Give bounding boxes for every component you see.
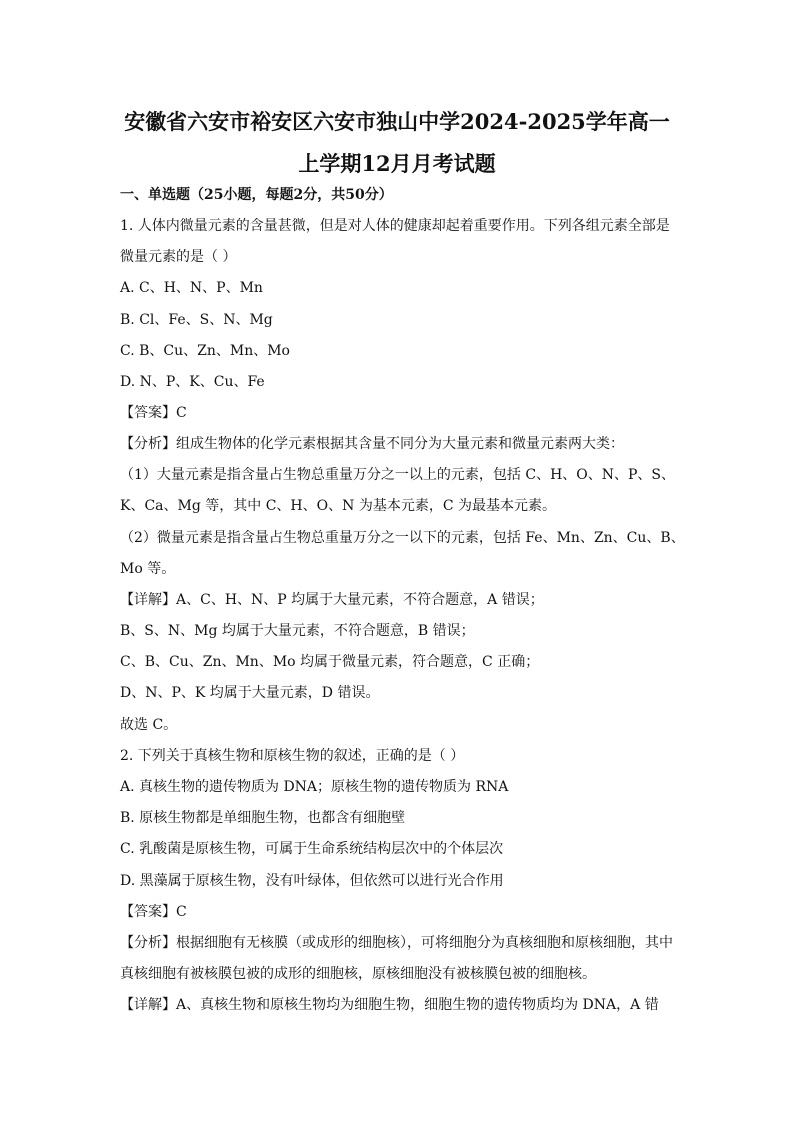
q1-analysis-line-1: 【分析】组成生物体的化学元素根据其含量不同分为大量元素和微量元素两大类： bbox=[120, 436, 624, 452]
q2-option-d: D. 黑藻属于原核生物，没有叶绿体，但依然可以进行光合作用 bbox=[120, 873, 504, 889]
q1-analysis-line-4: （2）微量元素是指含量占生物总重量万分之一以下的元素，包括 Fe、Mn、Zn、Cu、B、 bbox=[120, 530, 685, 546]
q1-detail-line-2: B、S、N、Mg 均属于大量元素，不符合题意，B 错误； bbox=[120, 623, 475, 639]
q1-stem-line-2: 微量元素的是（ ） bbox=[120, 249, 237, 265]
document-title-line-2: 上学期12月月考试题 bbox=[298, 151, 496, 176]
q2-analysis-line-1: 【分析】根据细胞有无核膜（或成形的细胞核），可将细胞分为真核细胞和原核细胞，其中 bbox=[120, 935, 673, 951]
section-heading: 一、单选题（25小题，每题2分，共50分） bbox=[120, 187, 393, 203]
q1-stem-line-1: 1. 人体内微量元素的含量甚微，但是对人体的健康却起着重要作用。下列各组元素全部是 bbox=[120, 218, 670, 234]
q1-option-a: A. C、H、N、P、Mn bbox=[120, 280, 263, 296]
q2-detail-line-1: 【详解】A、真核生物和原核生物均为细胞生物，细胞生物的遗传物质均为 DNA，A 错 bbox=[120, 997, 659, 1013]
document-title-line-1: 安徽省六安市裕安区六安市独山中学2024-2025学年高一 bbox=[124, 109, 670, 134]
q1-answer: 【答案】C bbox=[120, 405, 187, 421]
q2-answer: 【答案】C bbox=[120, 904, 187, 920]
q2-option-a: A. 真核生物的遗传物质为 DNA；原核生物的遗传物质为 RNA bbox=[120, 779, 509, 795]
q1-analysis-line-5: Mo 等。 bbox=[120, 561, 176, 577]
q2-stem: 2. 下列关于真核生物和原核生物的叙述，正确的是（ ） bbox=[120, 748, 465, 764]
q2-option-c: C. 乳酸菌是原核生物，可属于生命系统结构层次中的个体层次 bbox=[120, 841, 504, 857]
q1-detail-line-4: D、N、P、K 均属于大量元素，D 错误。 bbox=[120, 685, 380, 701]
q1-analysis-line-2: （1）大量元素是指含量占生物总重量万分之一以上的元素，包括 C、H、O、N、P、S、 bbox=[120, 467, 676, 483]
q1-option-b: B. Cl、Fe、S、N、Mg bbox=[120, 312, 273, 328]
q1-option-c: C. B、Cu、Zn、Mn、Mo bbox=[120, 343, 290, 359]
q1-analysis-line-3: K、Ca、Mg 等，其中 C、H、O、N 为基本元素，C 为最基本元素。 bbox=[120, 498, 556, 514]
q1-option-d: D. N、P、K、Cu、Fe bbox=[120, 374, 265, 390]
q1-detail-line-3: C、B、Cu、Zn、Mn、Mo 均属于微量元素，符合题意，C 正确； bbox=[120, 654, 540, 670]
q1-detail-line-5: 故选 C。 bbox=[120, 717, 178, 733]
q1-detail-line-1: 【详解】A、C、H、N、P 均属于大量元素，不符合题意，A 错误； bbox=[120, 592, 544, 608]
q2-option-b: B. 原核生物都是单细胞生物，也都含有细胞壁 bbox=[120, 810, 406, 826]
q2-analysis-line-2: 真核细胞有被核膜包被的成形的细胞核，原核细胞没有被核膜包被的细胞核。 bbox=[120, 966, 596, 982]
